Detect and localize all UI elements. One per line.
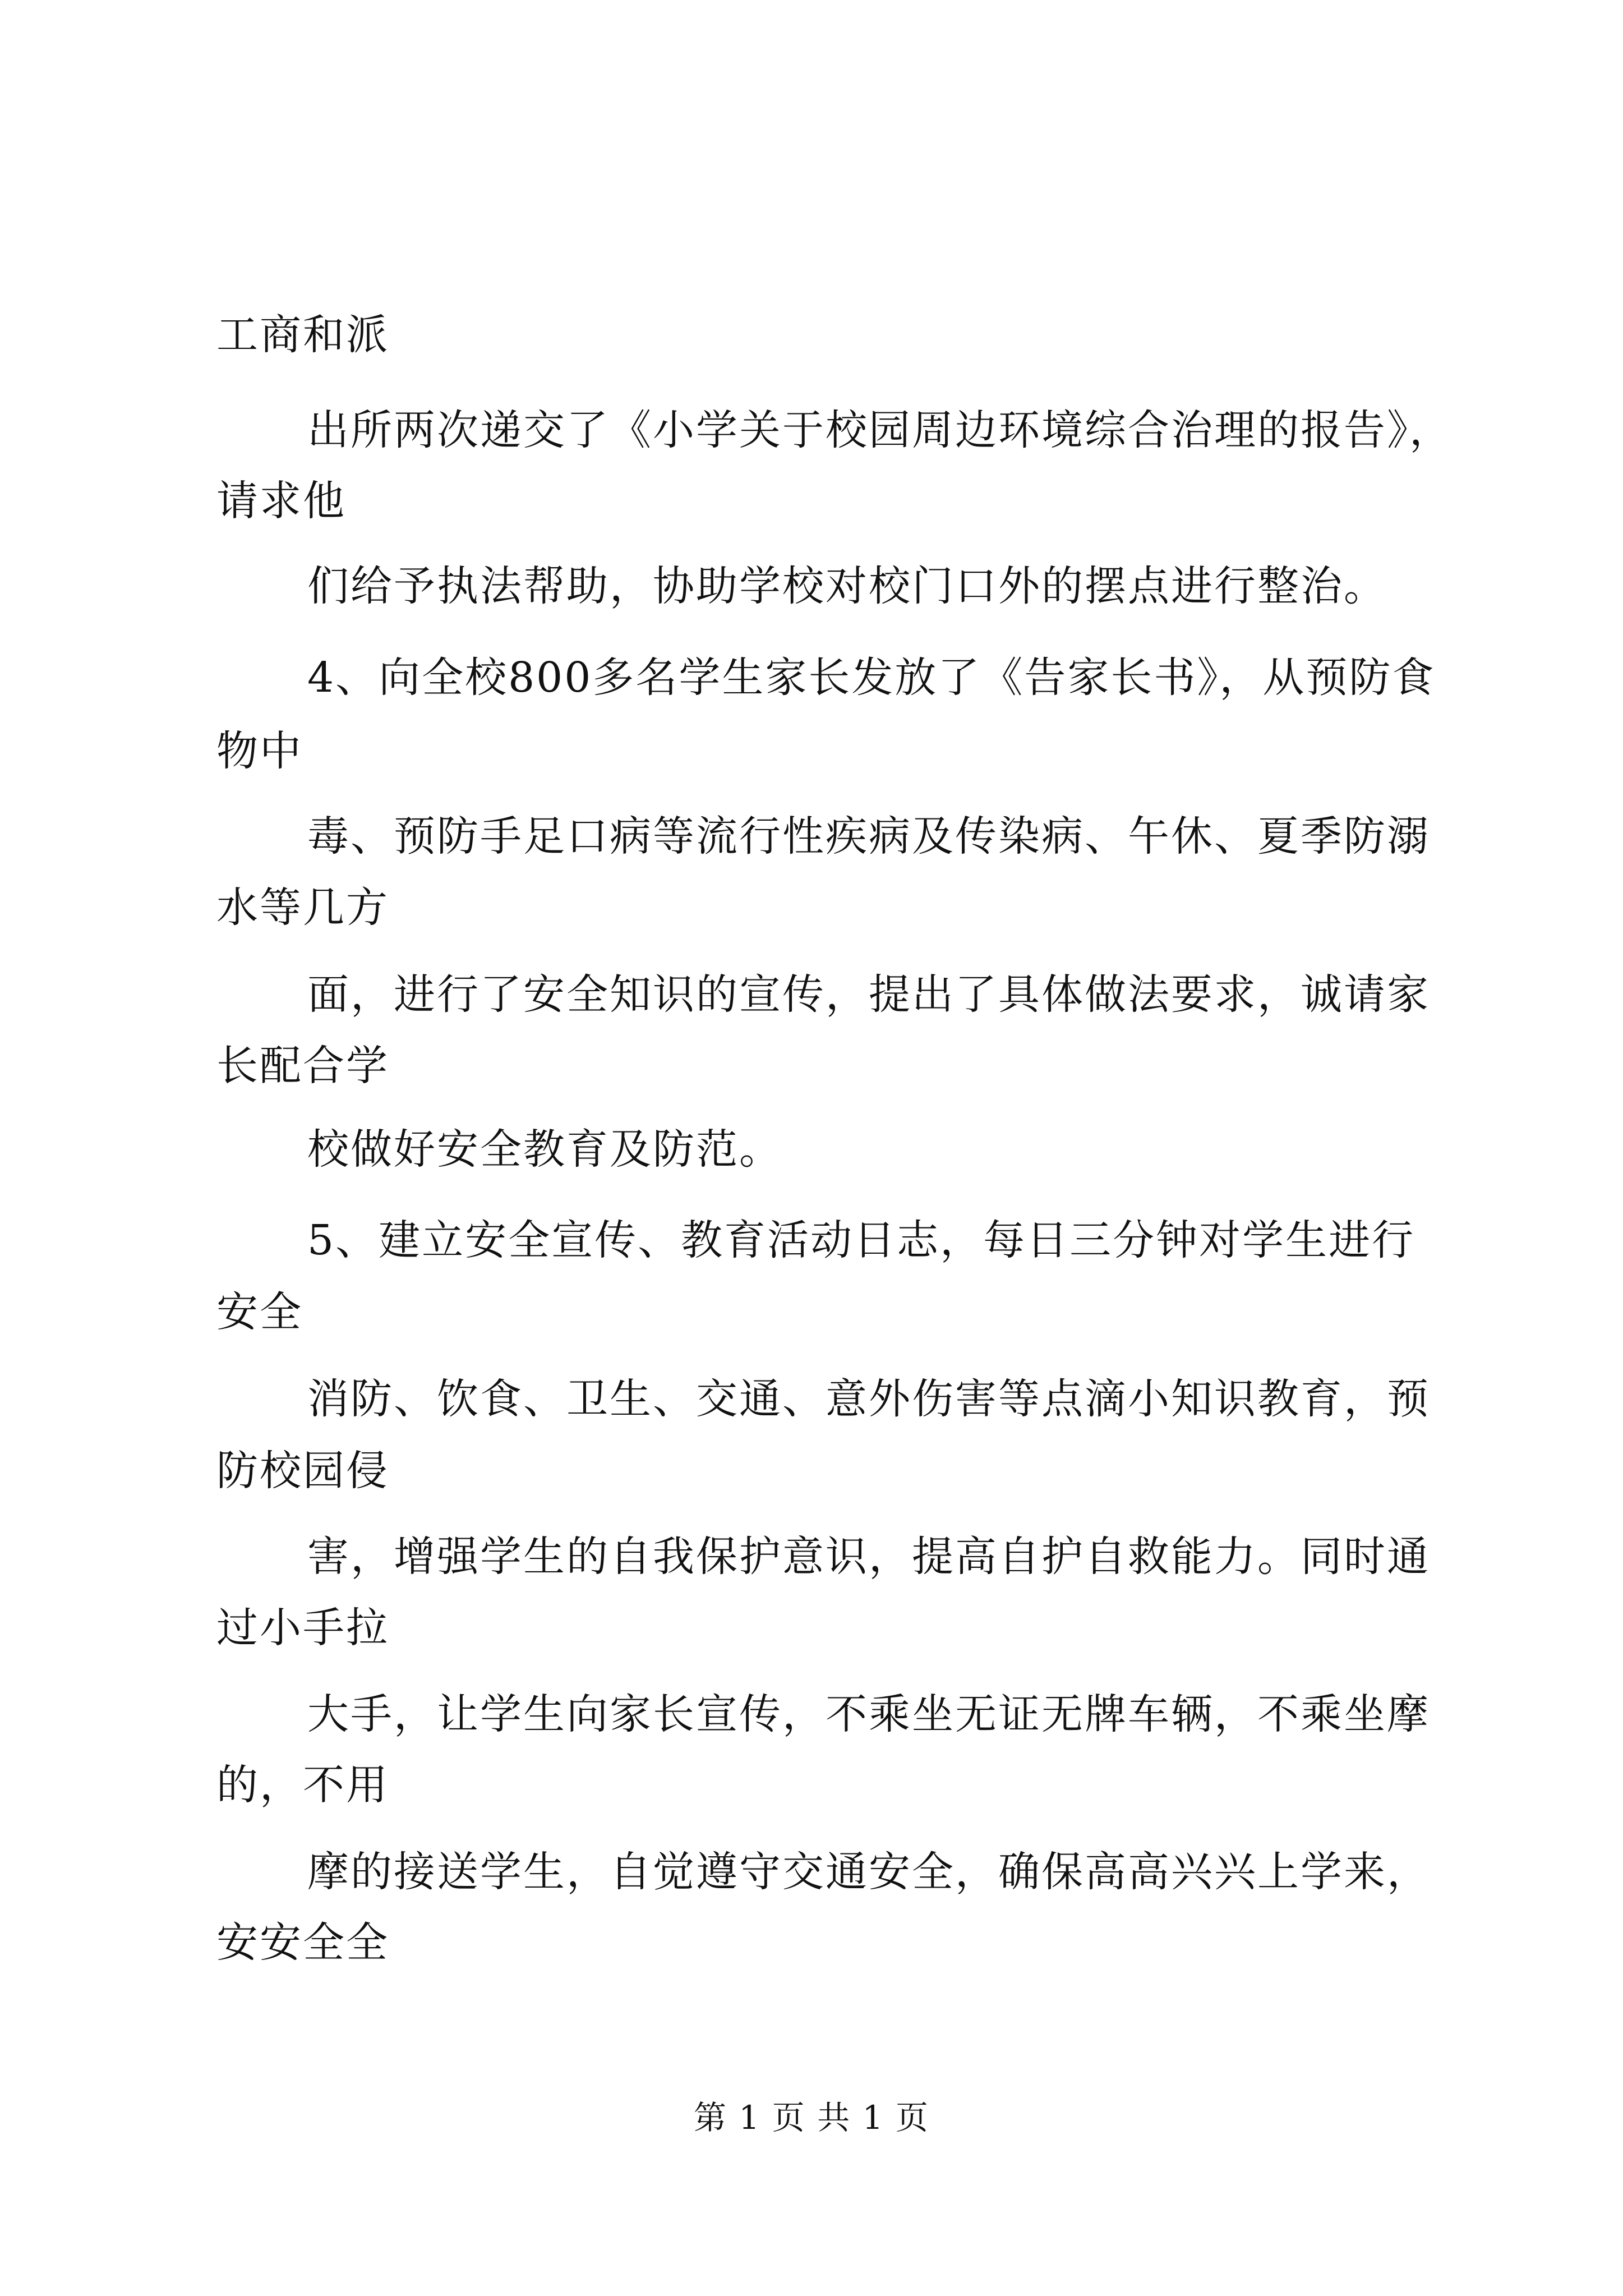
text-line: 物中 (216, 727, 303, 775)
text-line: 4、向全校800多名学生家长发放了《告家长书》，从预防食 (307, 654, 1436, 702)
text-line: 摩的接送学生，自觉遵守交通安全，确保高高兴兴上学来， (307, 1848, 1430, 1896)
text-line: 请求他 (216, 477, 346, 525)
text-line: 安全 (216, 1288, 303, 1336)
text-line: 5、建立安全宣传、教育活动日志，每日三分钟对学生进行 (307, 1216, 1415, 1264)
text-line: 毒、预防手足口病等流行性疾病及传染病、午休、夏季防溺 (307, 812, 1430, 861)
text-line: 们给予执法帮助，协助学校对校门口外的摆点进行整治。 (307, 562, 1387, 610)
text-line: 出所两次递交了《小学关于校园周边环境综合治理的报告》， (307, 406, 1453, 454)
text-line: 面，进行了安全知识的宣传，提出了具体做法要求，诚请家 (307, 970, 1430, 1019)
text-line: 校做好安全教育及防范。 (307, 1125, 782, 1174)
text-line: 防校园侵 (216, 1447, 389, 1495)
text-line: 安安全全 (216, 1918, 389, 1967)
text-line: 消防、饮食、卫生、交通、意外伤害等点滴小知识教育，预 (307, 1375, 1430, 1423)
text-line: 大手，让学生向家长宣传，不乘坐无证无牌车辆，不乘坐摩 (307, 1690, 1430, 1738)
text-line: 过小手拉 (216, 1604, 389, 1652)
text-line: 水等几方 (216, 884, 389, 932)
text-line: 害，增强学生的自我保护意识，提高自护自救能力。同时通 (307, 1533, 1430, 1581)
page-footer: 第 1 页 共 1 页 (694, 2099, 929, 2137)
text-line: 长配合学 (216, 1042, 389, 1090)
text-line: 的，不用 (216, 1761, 389, 1809)
text-line: 工商和派 (216, 311, 389, 359)
